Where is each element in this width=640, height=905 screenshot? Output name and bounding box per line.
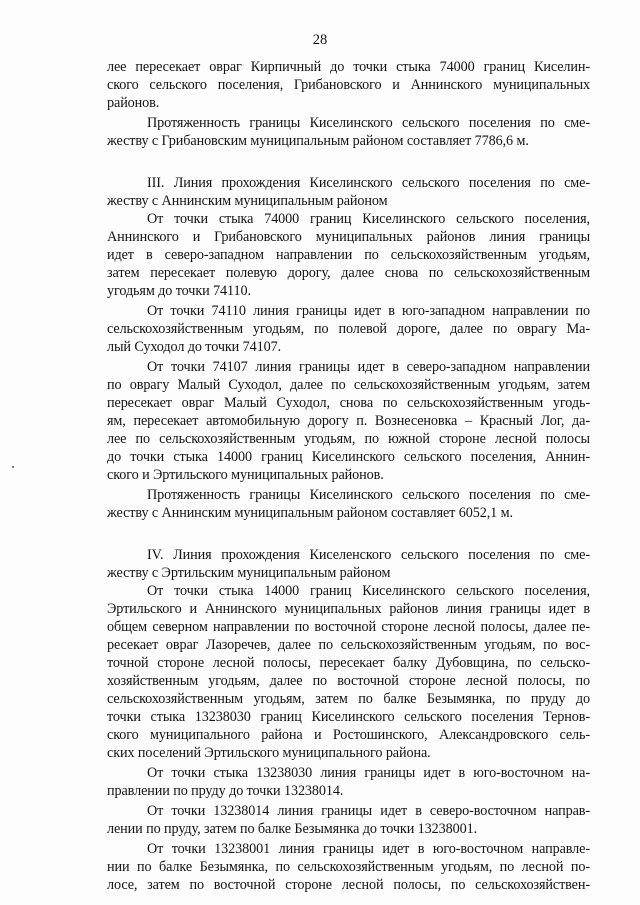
document-body: [107, 58, 590, 894]
text-line: Протяженность границы Киселинского сельского поселения по сме-: [147, 115, 590, 131]
paragraph: [107, 802, 590, 838]
text-line: лосе, затем по восточной стороне лесной полосы, по сельскохозяйствен-: [107, 877, 590, 893]
text-line: точки стыка 13238030 границ Киселинского сельского поселения Тернов-: [107, 709, 590, 725]
text-line: жеству с Аннинским муниципальным районом составляет 6052,1 м.: [107, 505, 513, 521]
text-line: ресекает овраг Лазоречев, далее по сельскохозяйственным угодьям, по вос-: [107, 637, 590, 653]
text-line: хозяйственным угодьям, далее по восточной стороне лесной полосы, по: [107, 673, 590, 689]
paragraph: [107, 486, 590, 522]
text-line: затем пересекает полевую дорогу, далее снова по сельскохозяйственным: [107, 265, 590, 281]
text-line: Эртильского и Аннинского муниципальных районов линия границы идет в: [107, 601, 590, 617]
text-line: лый Суходол до точки 74107.: [107, 339, 282, 355]
text-line: Аннинского и Грибановского муниципальных районов линия границы: [107, 229, 590, 245]
text-line: до точки стыка 14000 границ Киселинского сельского поселения, Аннин-: [107, 449, 590, 465]
paragraph-spacer: [107, 150, 590, 174]
paragraph: [107, 210, 590, 300]
text-line: ского и Эртильского муниципальных районов.: [107, 467, 384, 483]
text-line: жеству с Аннинским муниципальным районом: [107, 193, 388, 209]
text-line: идет в северо-западном направлении по сельскохозяйственным угодьям,: [107, 247, 590, 263]
margin-mark: [12, 466, 14, 468]
text-line: Протяженность границы Киселинского сельского поселения по сме-: [147, 487, 590, 503]
section-heading: [107, 174, 590, 210]
text-line: III. Линия прохождения Киселинского сельского поселения по сме-: [147, 175, 590, 191]
text-line: IV. Линия прохождения Киселенского сельского поселения по сме-: [147, 547, 590, 563]
text-line: жеству с Грибановским муниципальным районом составляет 7786,6 м.: [107, 133, 529, 149]
text-line: ям, пересекает автомобильную дорогу п. Вознесеновка – Красный Лог, да-: [107, 413, 590, 429]
text-line: От точки стыка 13238030 линия границы идет в юго-восточном на-: [147, 765, 590, 781]
page-number: 28: [312, 32, 328, 48]
text-line: точной стороне лесной полосы, пересекает балку Дубовщина, по сельско-: [107, 655, 590, 671]
text-line: по оврагу Малый Суходол, далее по сельскохозяйственным угодьям, затем: [107, 377, 590, 393]
text-line: правлении по пруду до точки 13238014.: [107, 783, 344, 799]
text-line: ского сельского поселения, Грибановского и Аннинского муниципальных: [107, 77, 590, 93]
text-line: лее пересекает овраг Кирпичный до точки стыка 74000 границ Киселин-: [107, 59, 590, 75]
paragraph: [107, 582, 590, 762]
text-line: жеству с Эртильским муниципальным районом: [107, 565, 391, 581]
paragraph: [107, 302, 590, 356]
text-line: ских поселений Эртильского муниципального района.: [107, 745, 431, 761]
text-line: От точки 74107 линия границы идет в северо-западном направлении: [147, 359, 590, 375]
paragraph: [107, 358, 590, 484]
section-heading: [107, 546, 590, 582]
text-line: От точки 13238014 линия границы идет в северо-восточном направ-: [147, 803, 590, 819]
paragraph: [107, 58, 590, 112]
text-line: угодьям до точки 74110.: [107, 283, 251, 299]
text-line: лее по сельскохозяйственным угодьям, по южной стороне лесной полосы: [107, 431, 590, 447]
text-line: От точки стыка 14000 границ Киселинского сельского поселения,: [147, 583, 590, 599]
paragraph-spacer: [107, 522, 590, 546]
paragraph: [107, 840, 590, 894]
text-line: От точки стыка 74000 границ Киселинского сельского поселения,: [147, 211, 590, 227]
paragraph: [107, 764, 590, 800]
text-line: сельскохозяйственным угодьям, по полевой дороге, далее по оврагу Ма-: [107, 321, 590, 337]
text-line: лении по пруду, затем по балке Безымянка до точки 13238001.: [107, 821, 478, 837]
text-line: От точки 13238001 линия границы идет в юго-восточном направле-: [147, 841, 590, 857]
text-line: пересекает овраг Малый Суходол, снова по сельскохозяйственным угодь-: [107, 395, 590, 411]
paragraph: [107, 114, 590, 150]
text-line: От точки 74110 линия границы идет в юго-западном направлении по: [147, 303, 590, 319]
text-line: общем северном направлении по восточной стороне лесной полосы, далее пе-: [107, 619, 590, 635]
text-line: нии по балке Безымянка, по сельскохозяйственным угодьям, по лесной по-: [107, 859, 590, 875]
text-line: районов.: [107, 95, 160, 111]
text-line: ского муниципального района и Ростошинского, Александровского сель-: [107, 727, 590, 743]
text-line: сельскохозяйственным угодьям, затем по балке Безымянка, по пруду до: [107, 691, 590, 707]
